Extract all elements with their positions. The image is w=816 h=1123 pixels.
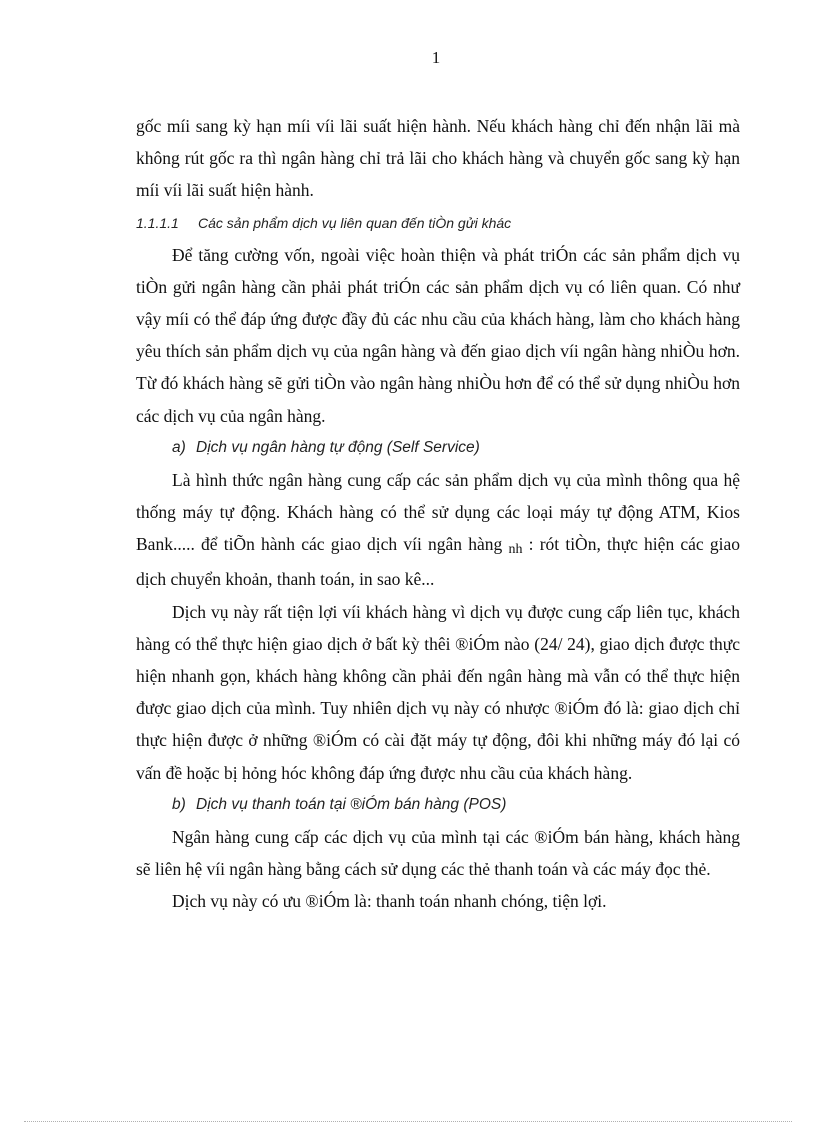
paragraph-continuation: gốc míi sang kỳ hạn míi víi lãi suất hiện hành. Nếu khách hàng chỉ đến nhận lãi mà không rút gốc ra thì ngân hàng chỉ trả lãi cho khách hàng và chuyển gốc sang kỳ hạn míi víi lãi suất hiện hành. xyxy=(136,116,740,201)
paragraph-pos-1: Ngân hàng cung cấp các dịch vụ của mình tại các ®iÓm bán hàng, khách hàng sẽ liên hệ víi ngân hàng bằng cách sử dụng các thẻ thanh toán và các máy đọc thẻ. xyxy=(136,826,740,880)
paragraph-intro: Để tăng cường vốn, ngoài việc hoàn thiện và phát triÓn các sản phẩm dịch vụ tiÒn gửi ngân hàng cần phải phát triÓn các sản phẩm dịch vụ có liên quan. Có như vậy míi có thể đáp ứng được đầy đủ các nhu cầu của khách hàng, làm cho khách hàng yêu thích sản phẩm dịch vụ của ngân hàng và đến giao dịch víi ngân hàng nhiÒu hơn. Từ đó khách hàng sẽ gửi tiÒn vào ngân hàng nhiÒu hơn để có thể sử dụng nhiÒu hơn các dịch vụ của ngân hàng. xyxy=(136,244,740,426)
section-number: 1.1.1.1 xyxy=(136,214,179,231)
paragraph-pos-2: Dịch vụ này có ưu ®iÓm là: thanh toán nhanh chóng, tiện lợi. xyxy=(172,891,607,912)
subheading-title-a: Dịch vụ ngân hàng tự động (Self Service) xyxy=(196,438,480,456)
paragraph-self-service-1 xyxy=(136,464,740,596)
inline-fragment: nh xyxy=(508,542,523,558)
subheading-letter-b: b) xyxy=(172,795,186,813)
paragraph-text: Là hình thức ngân hàng cung cấp các sản phẩm dịch vụ của mình thông qua hệ thống máy tự động. Khách hàng có thể sử dụng các loại máy tự động ATM, Kios Bank..... để tiÕn hành các giao dịch víi ngân hàng xyxy=(136,469,740,555)
subheading-self-service xyxy=(136,432,740,464)
subheading-title-b: Dịch vụ thanh toán tại ®iÓm bán hàng (POS) xyxy=(196,795,507,813)
paragraph-text: : rót tiÒn, thực hiện các giao dịch chuyển khoản, thanh toán, in sao kê... xyxy=(136,534,741,590)
paragraph-self-service-2: Dịch vụ này rất tiện lợi víi khách hàng vì dịch vụ được cung cấp liên tục, khách hàng có thể thực hiện giao dịch ở bất kỳ thêi ®iÓm nào (24/ 24), giao dịch được thực hiện nhanh gọn, khách hàng không cần phải đến ngân hàng mà vẫn có thể thực hiện được giao dịch của mình. Tuy nhiên dịch vụ này có nhược ®iÓm đó là: giao dịch chỉ thực hiện được ở những ®iÓm có cài đặt máy tự động, đôi khi những máy đó lại có vấn đề hoặc bị hỏng hóc không đáp ứng được nhu cầu của khách hàng. xyxy=(136,601,740,783)
subheading-letter-a: a) xyxy=(172,438,186,456)
section-title: Các sản phẩm dịch vụ liên quan đến tiÒn gửi khác xyxy=(198,214,512,231)
page-bottom-rule xyxy=(24,1121,792,1122)
section-heading xyxy=(136,207,740,239)
page-number: 1 xyxy=(431,48,441,67)
document-body xyxy=(136,110,740,917)
subheading-pos xyxy=(136,789,740,821)
